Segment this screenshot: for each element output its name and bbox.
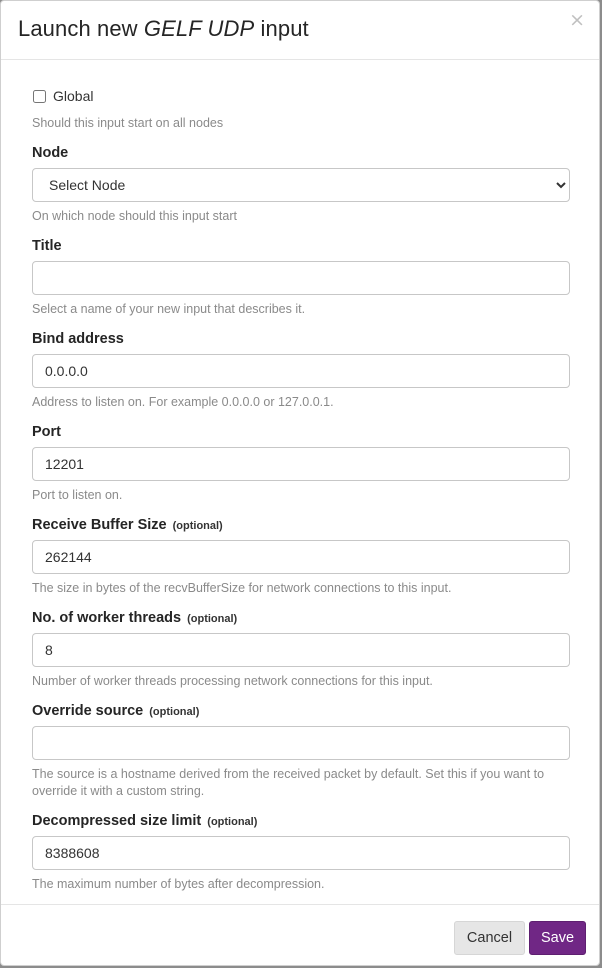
bind-address-help: Address to listen on. For example 0.0.0.0 or 127.0.0.1. — [32, 395, 334, 409]
recv-buffer-label-text: Receive Buffer Size — [32, 517, 167, 533]
decompressed-limit-field — [32, 811, 568, 893]
optional-tag: (optional) — [149, 706, 200, 718]
decompressed-limit-input[interactable] — [32, 836, 570, 870]
global-checkbox[interactable] — [33, 90, 46, 103]
save-button[interactable]: Save — [529, 921, 586, 955]
global-checkbox-row — [32, 86, 568, 106]
title-suffix: input — [260, 16, 309, 41]
cancel-button[interactable]: Cancel — [454, 921, 525, 955]
title-field — [32, 236, 568, 318]
worker-threads-input[interactable] — [32, 633, 570, 667]
bind-address-label: Bind address — [32, 331, 124, 347]
modal-footer — [1, 904, 599, 967]
global-help: Should this input start on all nodes — [32, 116, 224, 130]
override-source-field — [32, 701, 568, 800]
node-select[interactable] — [32, 168, 570, 202]
title-input-type: GELF UDP — [143, 16, 255, 41]
modal-body — [1, 60, 599, 893]
override-source-help: The source is a hostname derived from the received packet by default. Set this if you want to override it with a custom string. — [32, 767, 545, 798]
title-label: Title — [32, 238, 62, 254]
node-label: Node — [32, 145, 69, 161]
worker-threads-help: Number of worker threads processing network connections for this input. — [32, 674, 433, 688]
port-help: Port to listen on. — [32, 488, 123, 502]
title-input[interactable] — [32, 261, 570, 295]
port-field — [32, 422, 568, 504]
recv-buffer-field — [32, 515, 568, 597]
title-help: Select a name of your new input that describes it. — [32, 302, 306, 316]
worker-threads-label-text: No. of worker threads — [32, 610, 182, 626]
modal-title — [18, 16, 309, 42]
recv-buffer-input[interactable] — [32, 540, 570, 574]
global-checkbox-label[interactable]: Global — [53, 88, 94, 104]
close-icon[interactable]: × — [569, 9, 585, 31]
override-source-label-text: Override source — [32, 703, 144, 719]
worker-threads-field — [32, 608, 568, 690]
decompressed-limit-label — [32, 811, 568, 831]
bind-address-input[interactable] — [32, 354, 570, 388]
decompressed-limit-label-text: Decompressed size limit — [32, 813, 202, 829]
recv-buffer-help: The size in bytes of the recvBufferSize for network connections to this input. — [32, 581, 452, 595]
decompressed-limit-help: The maximum number of bytes after decompression. — [32, 877, 325, 891]
optional-tag: (optional) — [172, 520, 223, 532]
override-source-input[interactable] — [32, 726, 570, 760]
port-label: Port — [32, 424, 61, 440]
modal-header — [1, 1, 599, 60]
override-source-label — [32, 701, 568, 721]
node-help: On which node should this input start — [32, 209, 237, 223]
recv-buffer-label — [32, 515, 568, 535]
optional-tag: (optional) — [207, 816, 258, 828]
node-field — [32, 143, 568, 225]
worker-threads-label — [32, 608, 568, 628]
bind-address-field — [32, 329, 568, 411]
port-input[interactable] — [32, 447, 570, 481]
optional-tag: (optional) — [187, 613, 238, 625]
title-prefix: Launch new — [18, 16, 138, 41]
